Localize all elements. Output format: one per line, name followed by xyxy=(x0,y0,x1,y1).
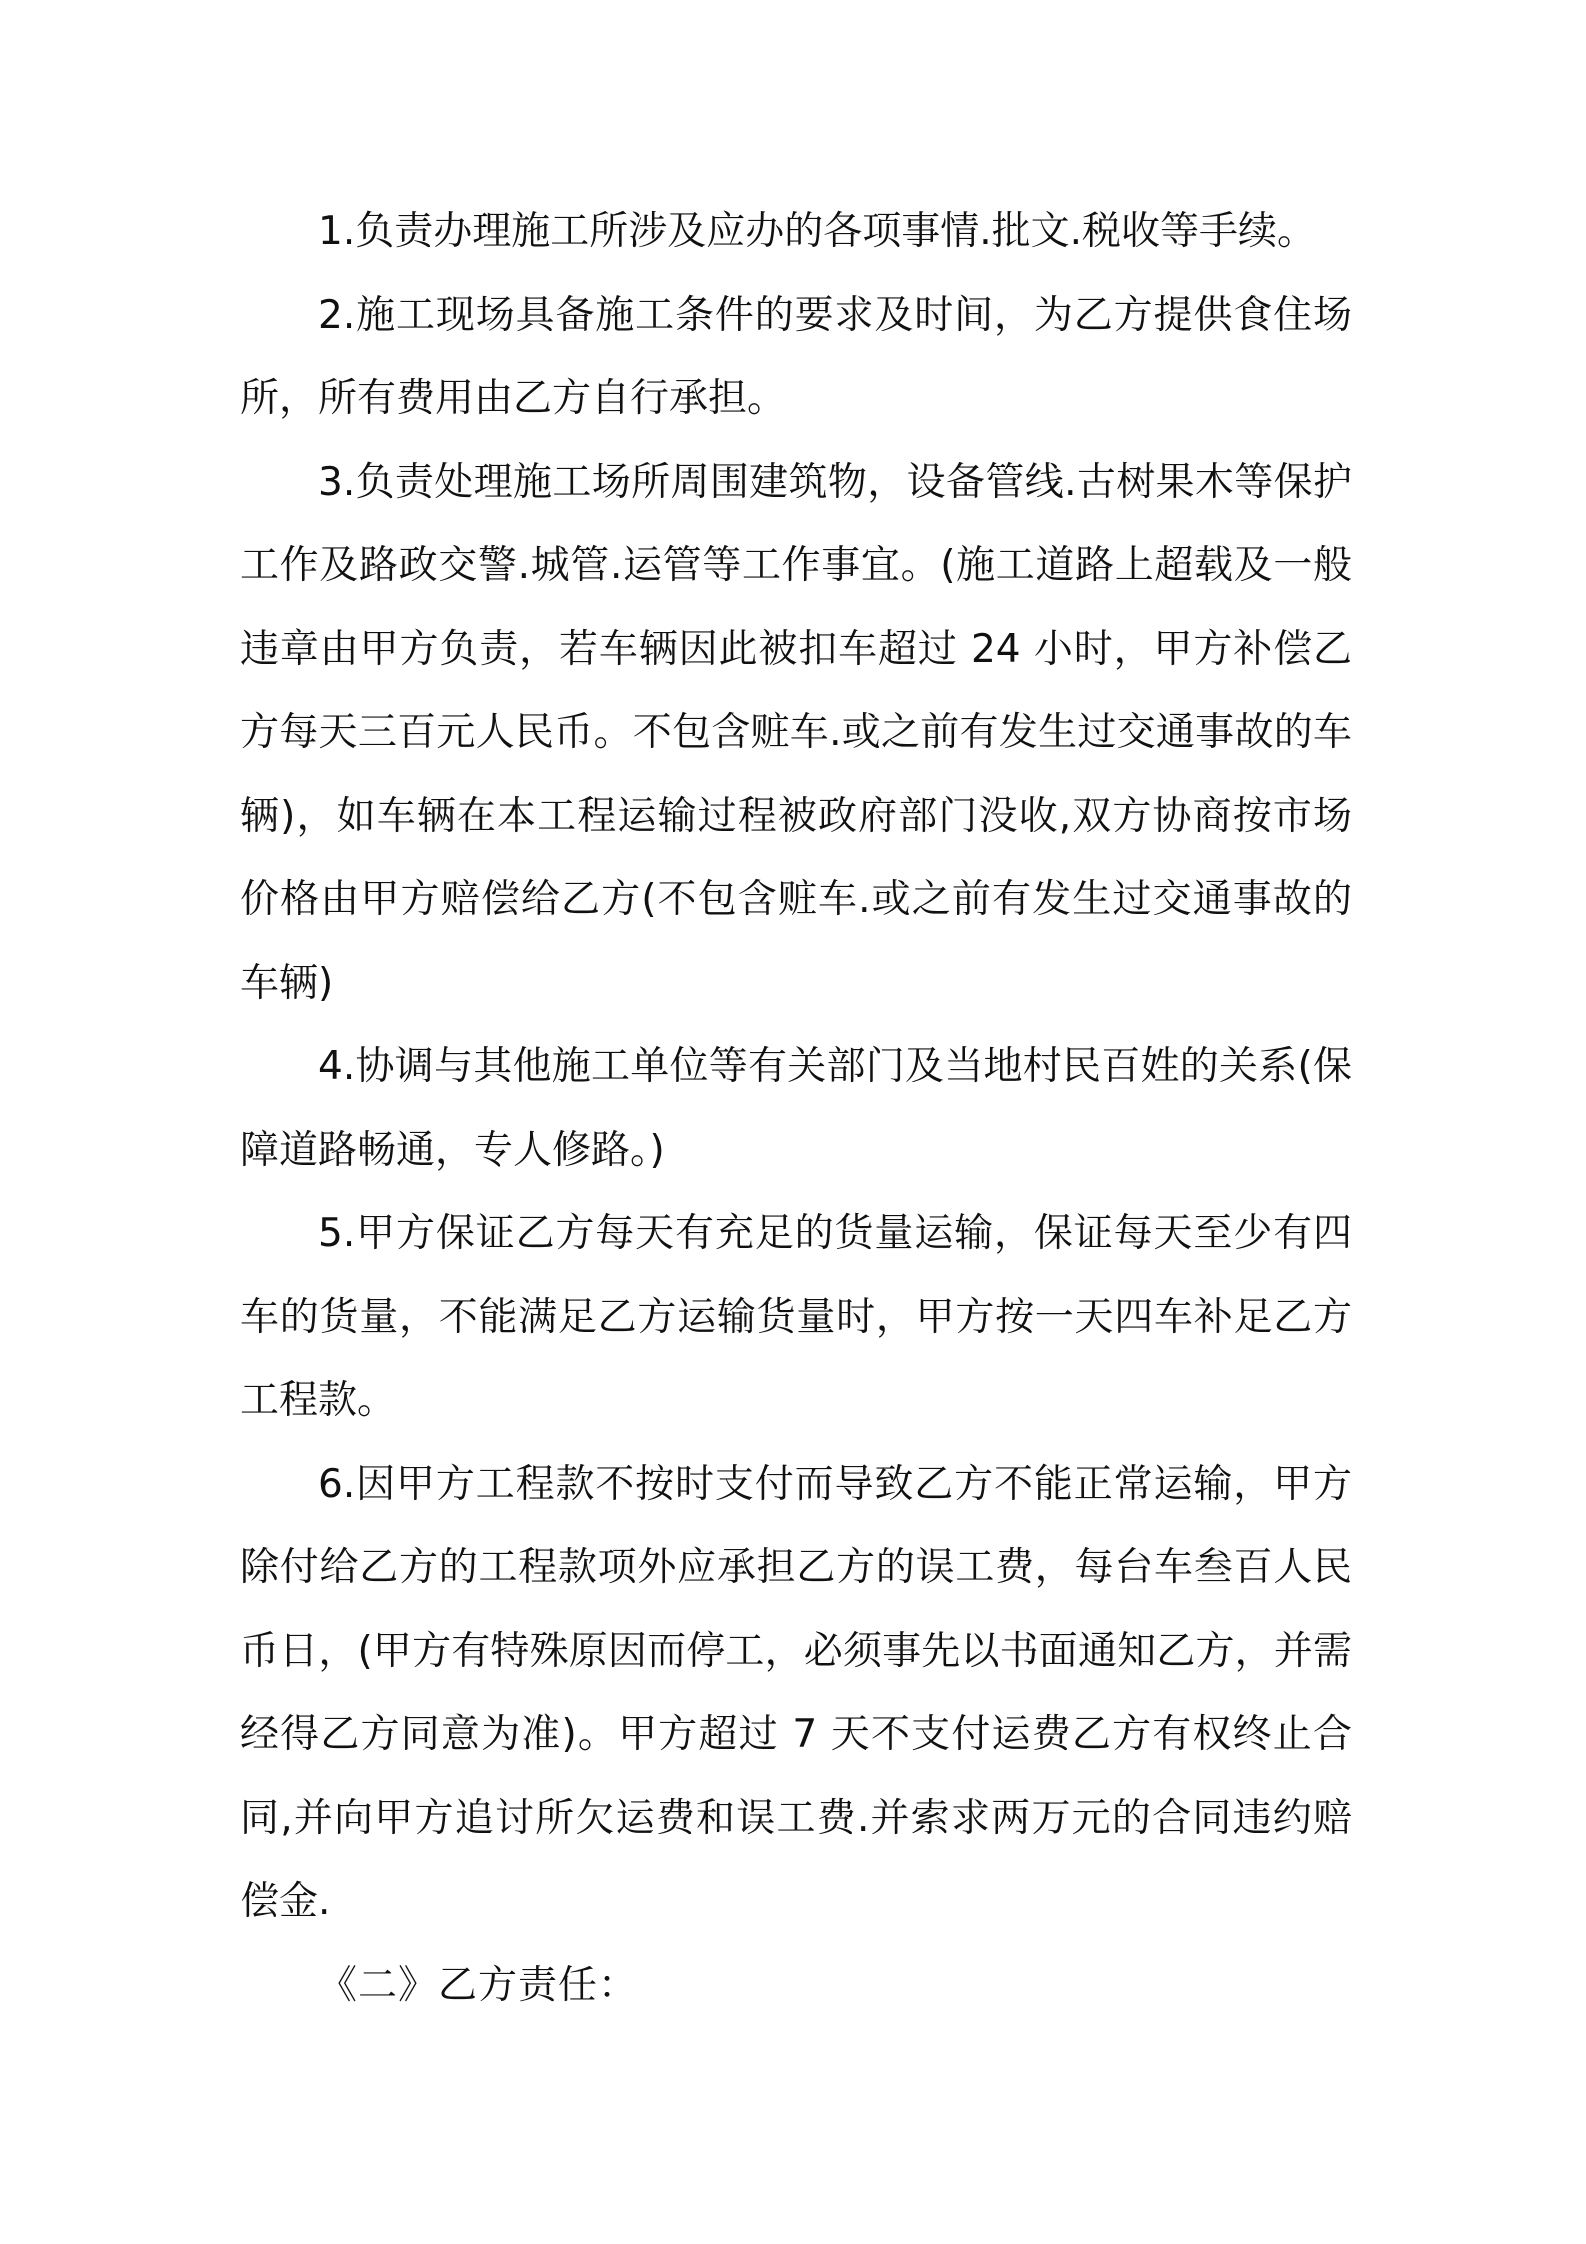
clause-6: 6.因甲方工程款不按时支付而导致乙方不能正常运输，甲方除付给乙方的工程款项外应承担乙方的误工费，每台车叁百人民币日，(甲方有特殊原因而停工，必须事先以书面通知乙方，并需经得乙方同意为准)。甲方超过 7 天不支付运费乙方有权终止合同,并向甲方追讨所欠运费和误工费.并索求两万元的合同违约赔偿金. xyxy=(240,1461,1352,1924)
clause-3: 3.负责处理施工场所周围建筑物，设备管线.古树果木等保护工作及路政交警.城管.运管等工作事宜。(施工道路上超载及一般违章由甲方负责，若车辆因此被扣车超过 24 小时，甲方补偿乙方每天三百元人民币。不包含赃车.或之前有发生过交通事故的车辆)，如车辆在本工程运输过程被政府部门没收,双方协商按市场价格由甲方赔偿给乙方(不包含赃车.或之前有发生过交通事故的车辆) xyxy=(240,459,1352,1006)
clause-1: 1.负责办理施工所涉及应办的各项事情.批文.税收等手续。 xyxy=(318,209,1317,254)
clause-4: 4.协调与其他施工单位等有关部门及当地村民百姓的关系(保障道路畅通，专人修路。) xyxy=(240,1044,1352,1173)
section-heading: 《二》乙方责任： xyxy=(318,1962,639,2008)
clause-2: 2.施工现场具备施工条件的要求及时间，为乙方提供食住场所，所有费用由乙方自行承担。 xyxy=(240,292,1352,421)
document-body xyxy=(240,190,1352,2027)
clause-5: 5.甲方保证乙方每天有充足的货量运输，保证每天至少有四车的货量，不能满足乙方运输货量时，甲方按一天四车补足乙方工程款。 xyxy=(240,1211,1352,1423)
